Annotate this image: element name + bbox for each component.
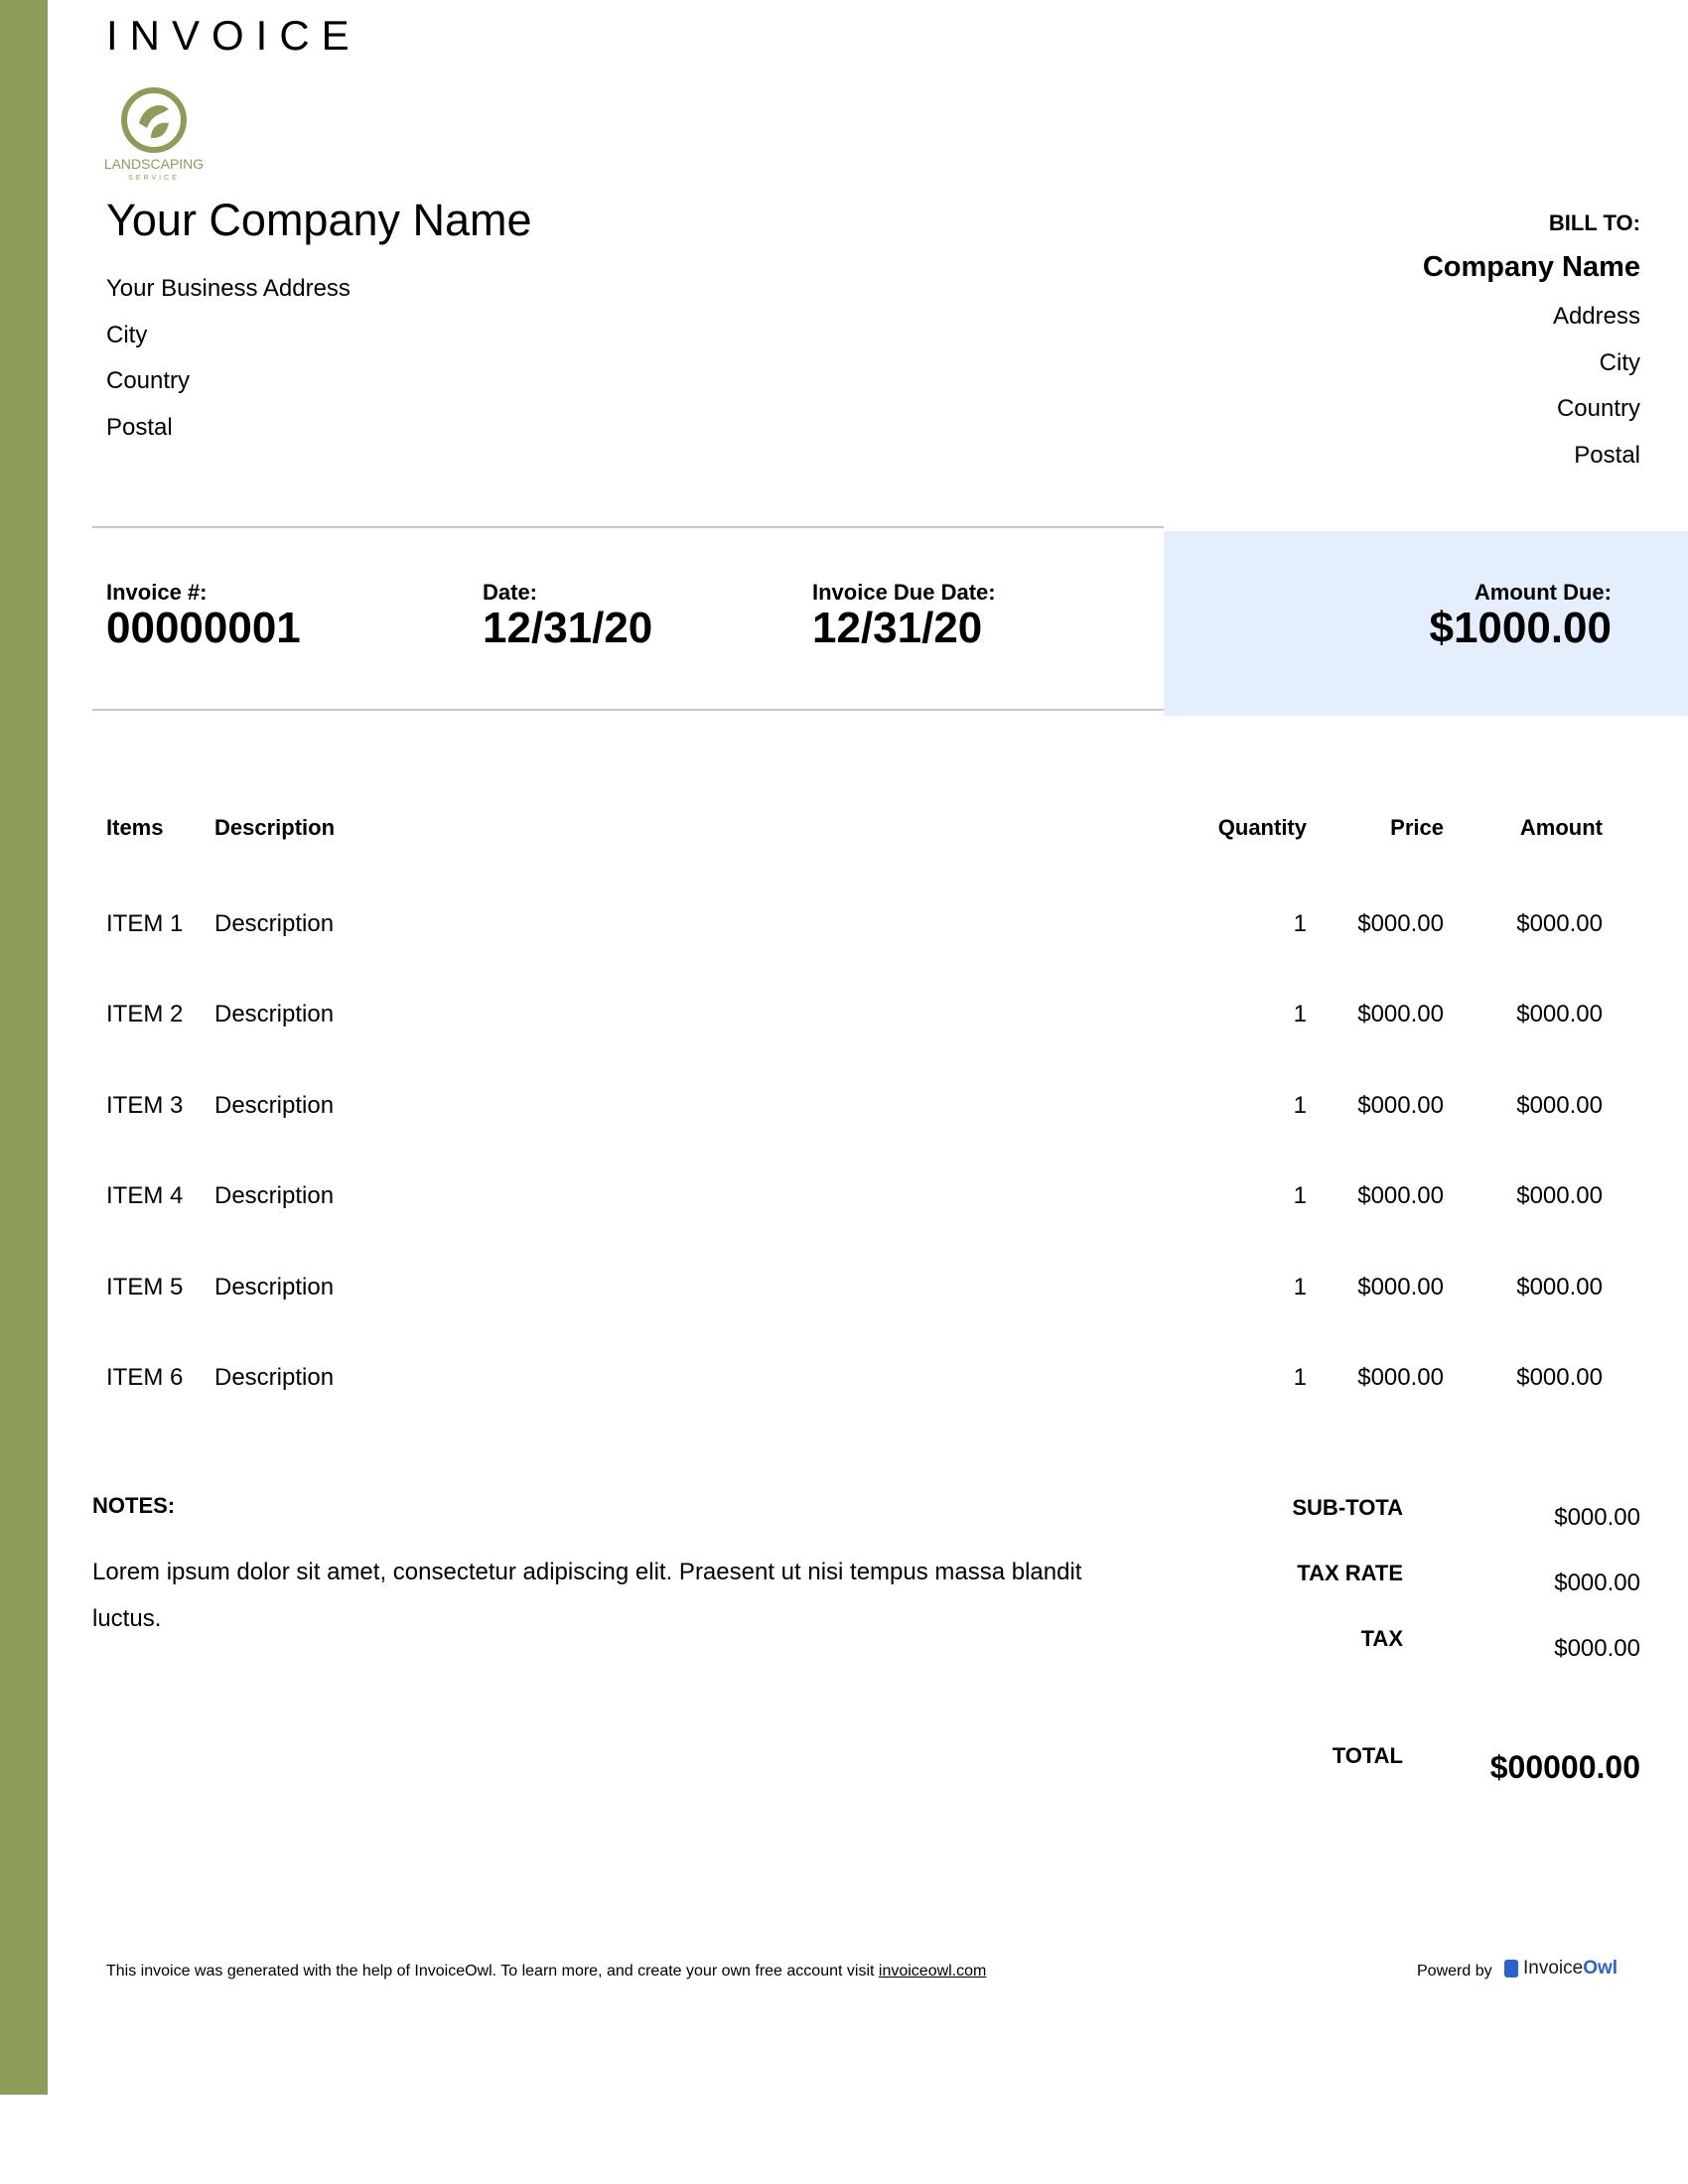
brand-owl: Owl <box>1583 1958 1618 1979</box>
row-price: $000.00 <box>1357 910 1444 937</box>
tax-rate-label: TAX RATE <box>1297 1561 1403 1585</box>
invoice-number: 00000001 <box>106 604 301 652</box>
row-amount: $000.00 <box>1516 1182 1603 1209</box>
svg-text:SERVICE: SERVICE <box>128 175 180 181</box>
landscaping-logo <box>99 83 209 181</box>
header-amount: Amount <box>1519 815 1603 840</box>
subtotal-label: SUB-TOTA <box>1292 1495 1403 1520</box>
row-price: $000.00 <box>1357 1092 1444 1119</box>
row-amount: $000.00 <box>1516 1364 1603 1391</box>
subtotal-value: $000.00 <box>1554 1504 1640 1531</box>
row-item: ITEM 6 <box>106 1364 184 1391</box>
row-description: Description <box>214 1274 335 1300</box>
notes-label: NOTES: <box>92 1493 176 1518</box>
row-description: Description <box>214 910 335 937</box>
meta-bottom-rule <box>92 709 1164 711</box>
total-label: TOTAL <box>1332 1743 1403 1768</box>
bill-to-company: Company Name <box>1422 251 1640 283</box>
meta-top-rule <box>92 526 1164 528</box>
row-item: ITEM 3 <box>106 1092 184 1119</box>
row-price: $000.00 <box>1357 1364 1444 1391</box>
header-description: Description <box>214 815 336 840</box>
bill-to-country: Country <box>1556 395 1640 422</box>
header-items: Items <box>106 815 164 840</box>
row-description: Description <box>214 1001 335 1027</box>
row-quantity: 1 <box>1293 1001 1307 1027</box>
invoice-date: 12/31/20 <box>483 604 653 652</box>
row-quantity: 1 <box>1293 910 1307 937</box>
row-item: ITEM 4 <box>106 1182 184 1209</box>
owl-icon <box>1504 1960 1518 1978</box>
row-item: ITEM 2 <box>106 1001 184 1027</box>
row-amount: $000.00 <box>1516 910 1603 937</box>
row-price: $000.00 <box>1357 1001 1444 1027</box>
sender-country: Country <box>106 367 191 394</box>
total-value: $00000.00 <box>1489 1749 1640 1785</box>
sender-company-name: Your Company Name <box>106 195 532 245</box>
row-description: Description <box>214 1364 335 1391</box>
row-quantity: 1 <box>1293 1092 1307 1119</box>
invoiceowl-logo <box>1504 1958 1618 1979</box>
tax-rate-value: $000.00 <box>1554 1570 1640 1596</box>
due-date: 12/31/20 <box>812 604 983 652</box>
footer-text: This invoice was generated with the help of InvoiceOwl. To learn more, and create your own free account visit <box>106 1963 875 1979</box>
tax-value: $000.00 <box>1554 1635 1640 1662</box>
row-price: $000.00 <box>1357 1182 1444 1209</box>
invoiceowl-link[interactable]: invoiceowl.com <box>878 1963 987 1979</box>
bill-to-postal: Postal <box>1574 442 1640 469</box>
row-description: Description <box>214 1092 335 1119</box>
row-description: Description <box>214 1182 335 1209</box>
row-quantity: 1 <box>1293 1274 1307 1300</box>
sender-address: Your Business Address <box>106 275 351 302</box>
row-amount: $000.00 <box>1516 1274 1603 1300</box>
bill-to-label: BILL TO: <box>1548 210 1640 235</box>
row-quantity: 1 <box>1293 1364 1307 1391</box>
sender-city: City <box>106 322 148 348</box>
powered-by-label: Powerd by <box>1417 1963 1492 1979</box>
notes-text: Lorem ipsum dolor sit amet, consectetur adipiscing elit. Praesent ut nisi tempus massa blandit luctus. <box>92 1559 1082 1632</box>
svg-text:LANDSCAPING: LANDSCAPING <box>103 156 205 172</box>
footer-note <box>106 1963 986 1980</box>
accent-sidebar <box>0 0 48 2095</box>
bill-to-city: City <box>1599 349 1640 376</box>
row-amount: $000.00 <box>1516 1001 1603 1027</box>
row-item: ITEM 1 <box>106 910 184 937</box>
date-label: Date: <box>483 580 538 605</box>
invoice-number-label: Invoice #: <box>106 580 208 605</box>
amount-due: $1000.00 <box>1429 604 1612 652</box>
row-amount: $000.00 <box>1516 1092 1603 1119</box>
document-title: INVOICE <box>106 12 361 59</box>
due-date-label: Invoice Due Date: <box>812 580 996 605</box>
bill-to-address: Address <box>1552 303 1640 330</box>
tax-label: TAX <box>1360 1626 1403 1651</box>
row-price: $000.00 <box>1357 1274 1444 1300</box>
header-price: Price <box>1390 815 1444 840</box>
row-quantity: 1 <box>1293 1182 1307 1209</box>
row-item: ITEM 5 <box>106 1274 184 1300</box>
brand-invoice: Invoice <box>1523 1958 1584 1979</box>
amount-due-label: Amount Due: <box>1474 580 1612 605</box>
sender-postal: Postal <box>106 414 173 441</box>
header-quantity: Quantity <box>1217 815 1307 840</box>
